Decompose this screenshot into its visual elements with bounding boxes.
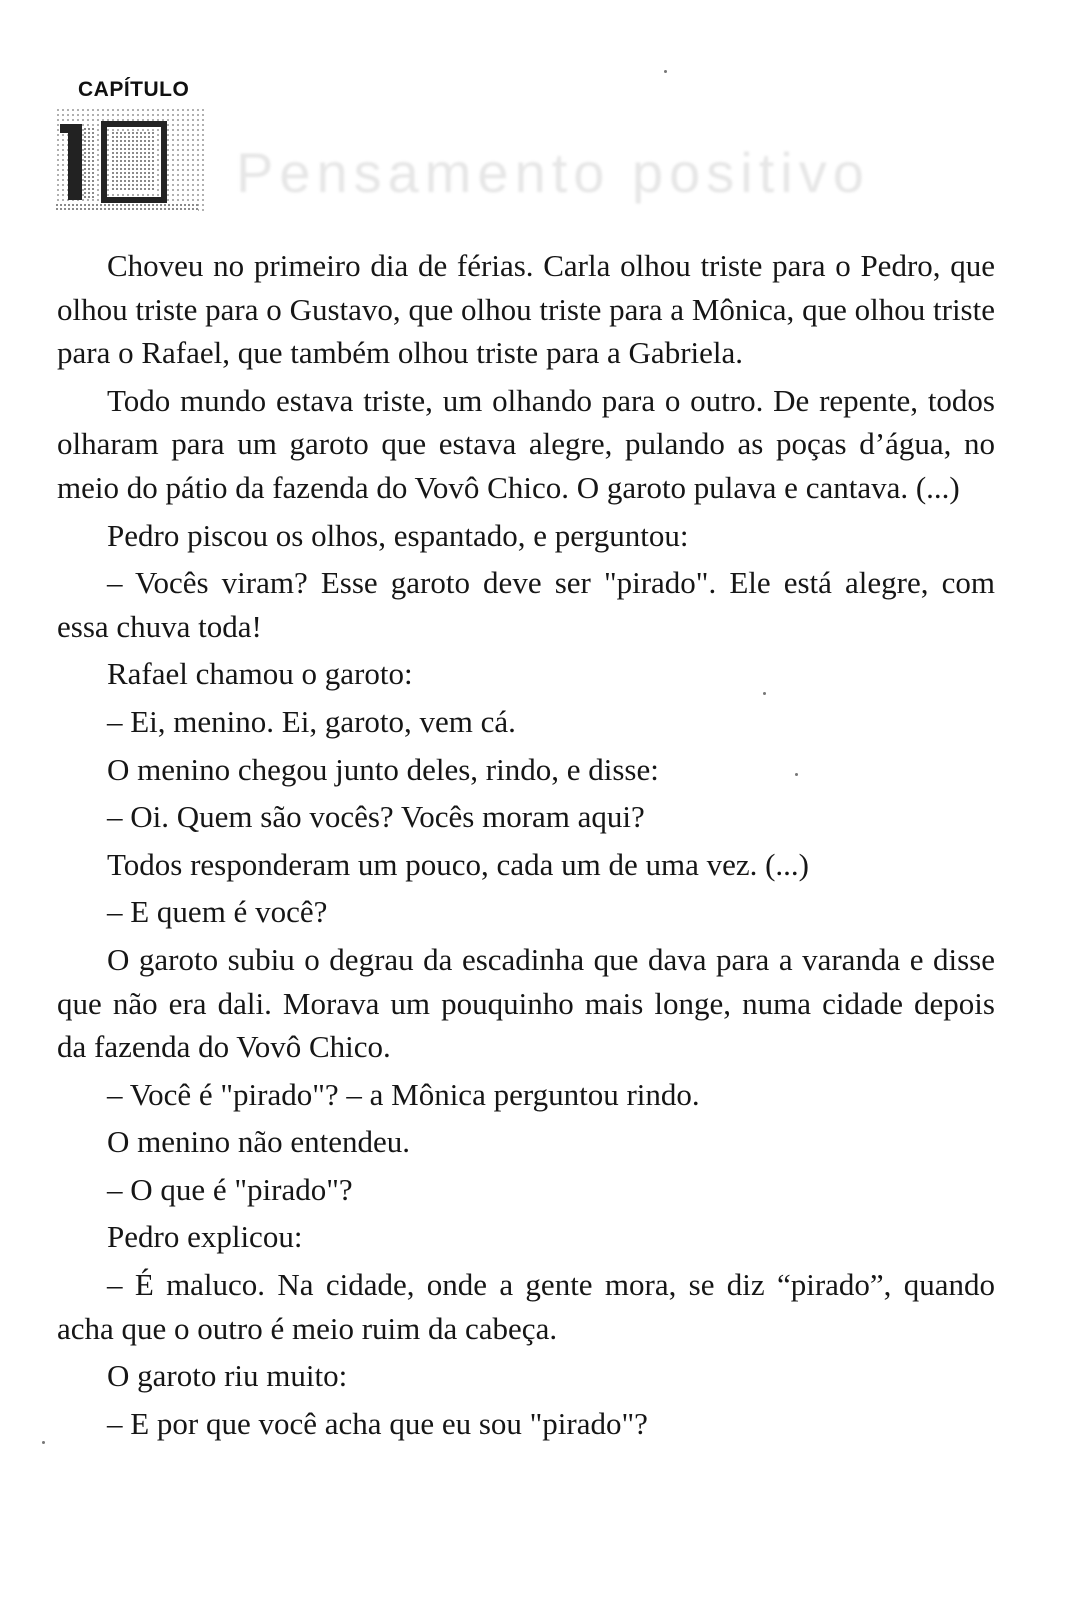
scan-speck — [795, 773, 798, 776]
paragraph: – E por que você acha que eu sou "pirado"? — [107, 1405, 648, 1441]
paragraph: O garoto subiu o degrau da escadinha que dava para a varanda e disse que não era dali. Morava um pouquinho mais longe, numa cidade depois da fazenda do Vovô Chico. — [57, 941, 995, 1065]
paragraph: O menino não entendeu. — [107, 1124, 411, 1160]
paragraph: – O que é "pirado"? — [107, 1171, 353, 1207]
paragraph: – Oi. Quem são vocês? Vocês moram aqui? — [107, 799, 645, 835]
paragraph: – É maluco. Na cidade, onde a gente mora, se diz “pirado”, quando acha que o outro é meio ruim da cabeça. — [57, 1267, 995, 1346]
chapter-number-graphic — [56, 108, 206, 216]
paragraph: – E quem é você? — [107, 894, 328, 930]
paragraph: Pedro piscou os olhos, espantado, e perguntou: — [107, 517, 689, 553]
paragraph: Todo mundo estava triste, um olhando para o outro. De repente, todos olharam para um garoto que estava alegre, pulando as poças d’água, no meio do pátio da fazenda do Vovô Chico. O garoto pulava e cantava. (...) — [57, 382, 995, 505]
chapter-label: CAPÍTULO — [78, 78, 190, 101]
chapter-header — [56, 74, 1016, 224]
scan-speck — [664, 70, 667, 73]
scan-speck — [763, 692, 766, 695]
chapter-body — [57, 244, 995, 1449]
paragraph: Pedro explicou: — [107, 1219, 303, 1255]
paragraph: Todos responderam um pouco, cada um de uma vez. (...) — [107, 846, 809, 882]
paragraph: – Ei, menino. Ei, garoto, vem cá. — [107, 703, 516, 739]
paragraph: O menino chegou junto deles, rindo, e disse: — [107, 751, 659, 787]
paragraph: O garoto riu muito: — [107, 1358, 348, 1394]
paragraph: Rafael chamou o garoto: — [107, 656, 413, 692]
chapter-title: Pensamento positivo — [236, 141, 870, 204]
paragraph: – Você é "pirado"? – a Mônica perguntou rindo. — [107, 1076, 700, 1112]
paragraph: Choveu no primeiro dia de férias. Carla olhou triste para o Pedro, que olhou triste para o Gustavo, que olhou triste para a Mônica, que olhou triste para o Rafael, que também olhou triste para a Gabriela. — [57, 248, 995, 371]
paragraph: – Vocês viram? Esse garoto deve ser "pirado". Ele está alegre, com essa chuva toda! — [57, 565, 995, 644]
scan-speck — [42, 1441, 45, 1444]
